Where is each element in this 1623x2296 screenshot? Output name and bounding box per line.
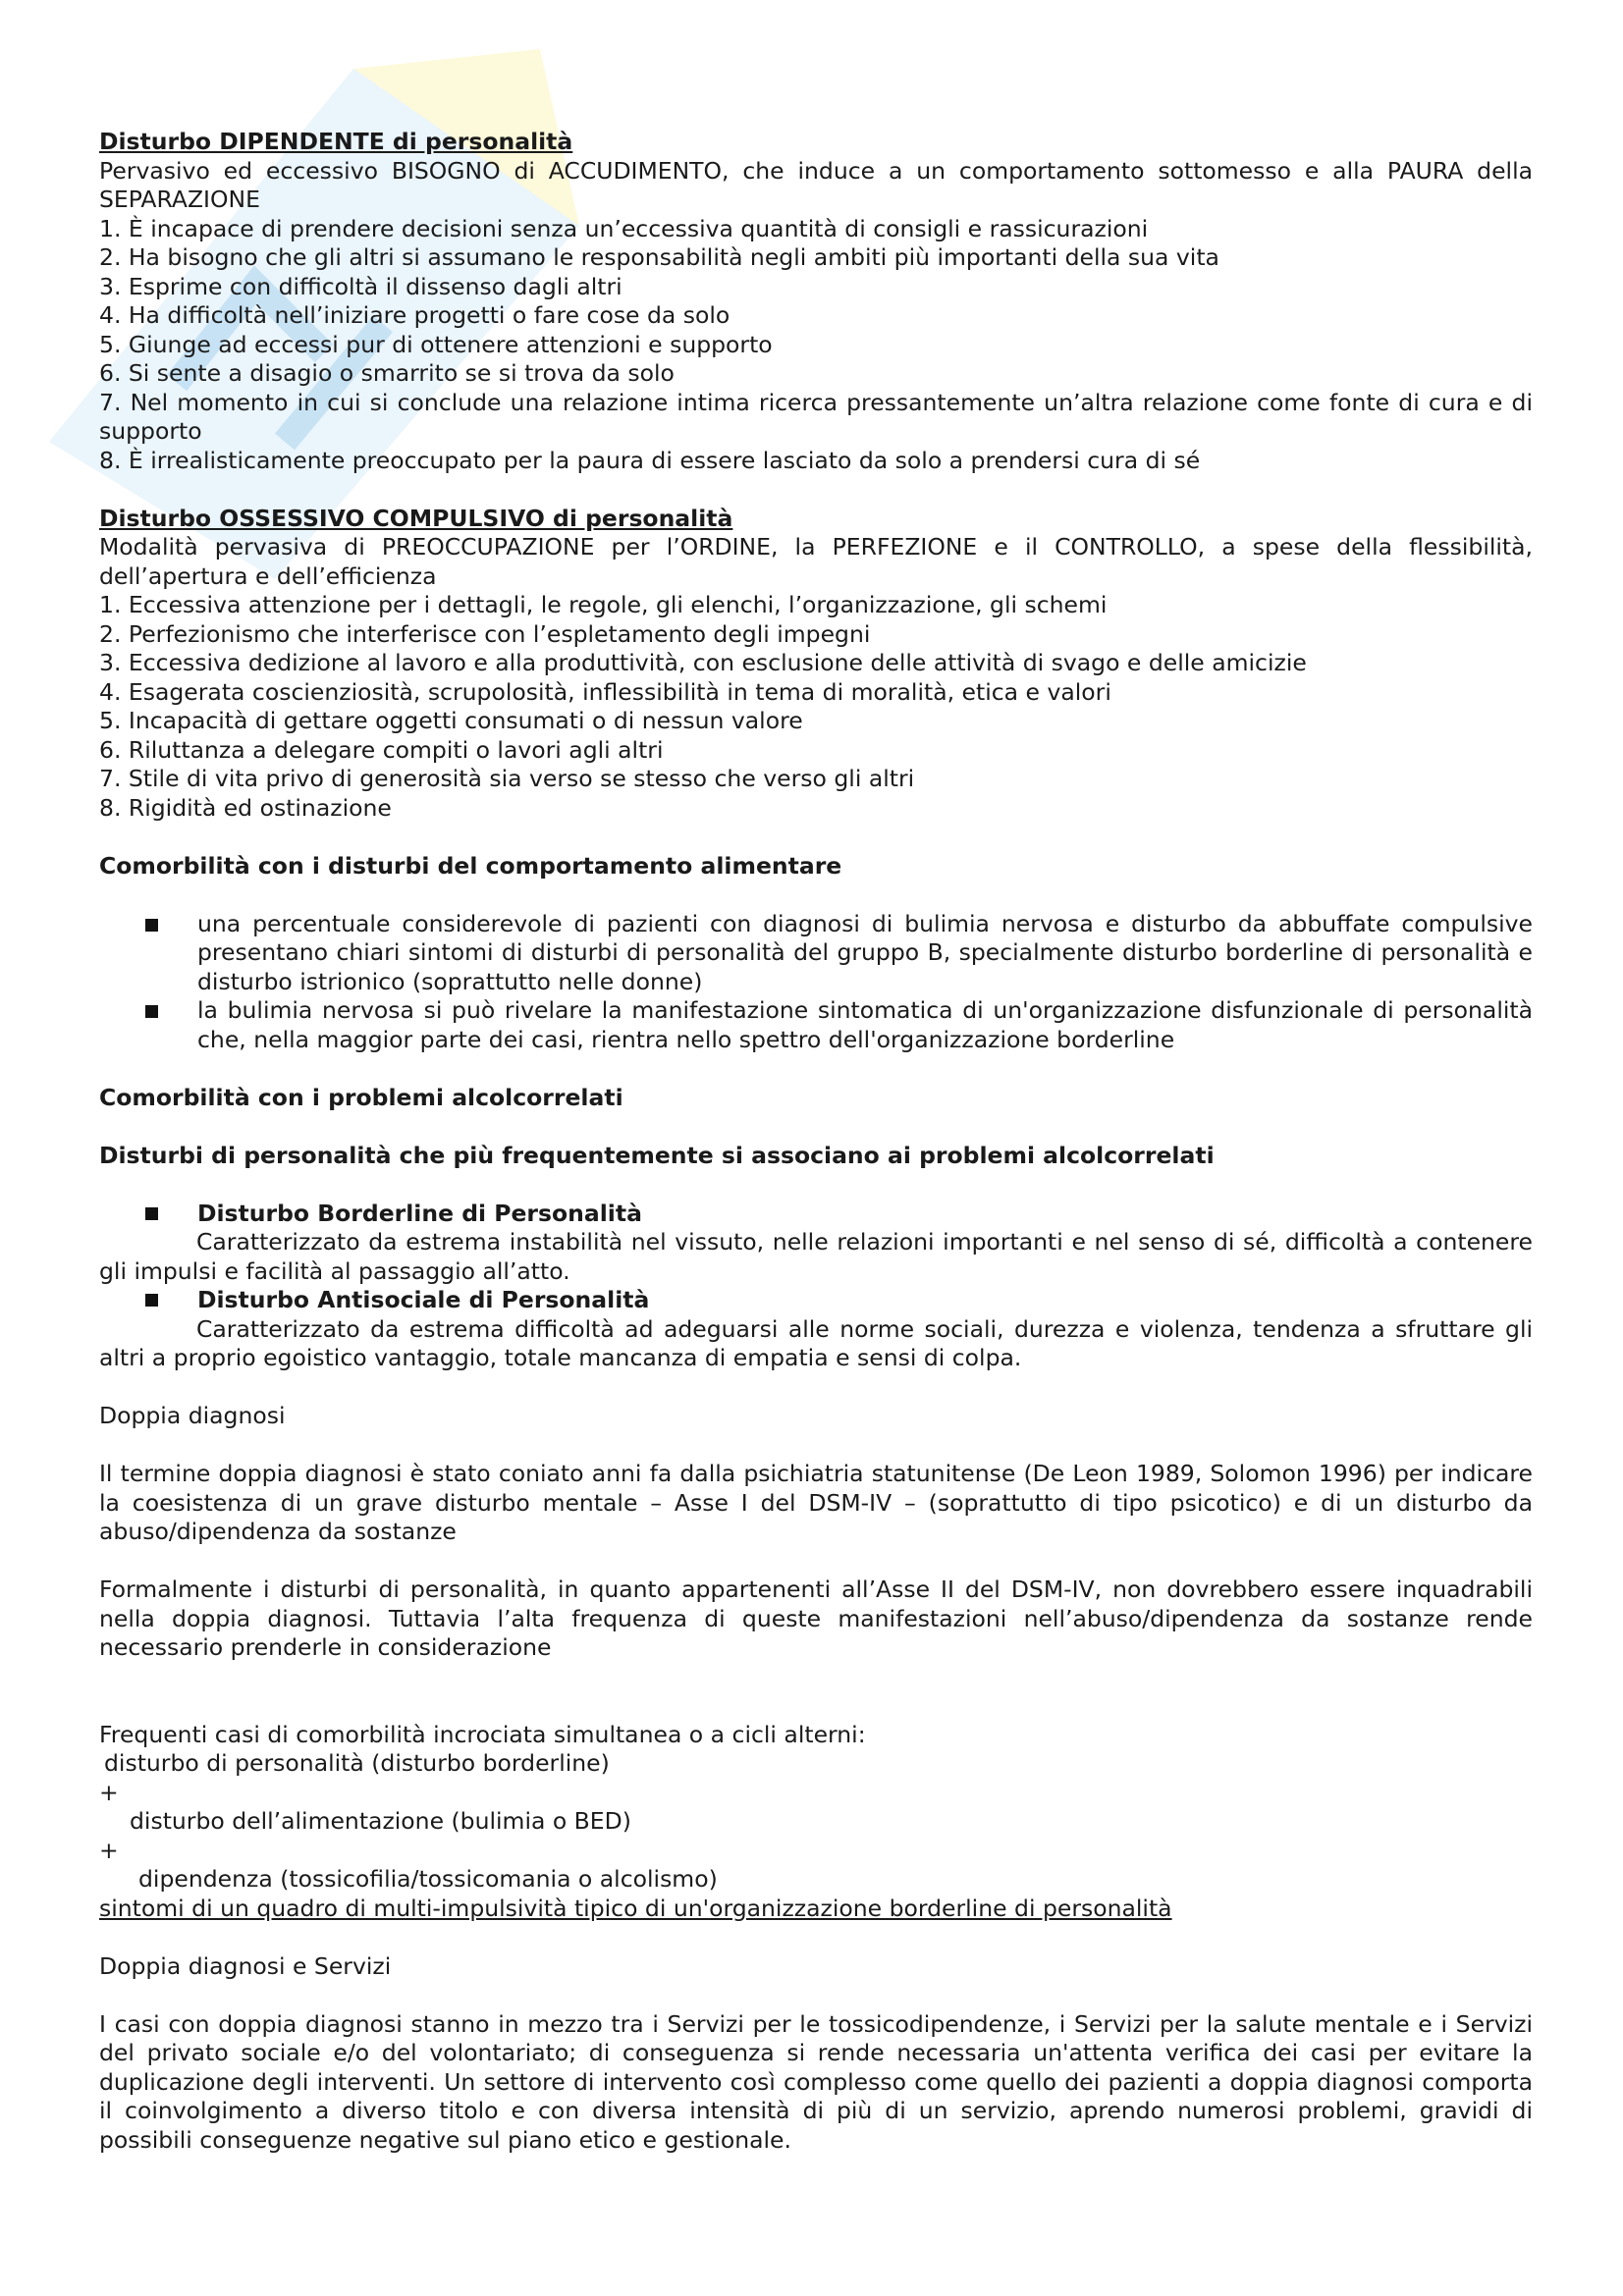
- paragraph: Il termine doppia diagnosi è stato coniato anni fa dalla psichiatria statunitense (De Leon 1989, Solomon 1996) per indicare la coesistenza di un grave disturbo mentale – Asse I del DSM-IV – (soprattutto di tipo psicotico) e di un disturbo da abuso/dipendenza da sostanze: [99, 1460, 1533, 1545]
- comorbidity-item: disturbo dell’alimentazione (bulimia o BED): [130, 1807, 631, 1835]
- list-item: 8. Rigidità ed ostinazione: [99, 793, 392, 822]
- bullet-square-icon: [145, 1005, 158, 1018]
- list-item: 1. Eccessiva attenzione per i dettagli, le regole, gli elenchi, l’organizzazione, gli schemi: [99, 591, 1108, 618]
- disorder-heading: [145, 1286, 1533, 1315]
- list-item: 3. Eccessiva dedizione al lavoro e alla produttività, con esclusione delle attività di svago e delle amicizie: [99, 649, 1307, 676]
- paragraph: I casi con doppia diagnosi stanno in mezzo tra i Servizi per le tossicodipendenze, i Servizi per la salute mentale e i Servizi del privato sociale e/o del volontariato; di conseguenza si rende necessaria un'attenta verifica dei casi per evitare la duplicazione degli interventi. Un settore di intervento così complesso come quello dei pazienti a doppia diagnosi comporta il coinvolgimento a diverso titolo e con diversa intensità di più di un servizio, aprendo numerosi problemi, gravidi di possibili conseguenze negative sul piano etico e gestionale.: [99, 2009, 1533, 2154]
- section-intro: Pervasivo ed eccessivo BISOGNO di ACCUDIMENTO, che induce a un comportamento sottomesso e alla PAURA della SEPARAZIONE: [99, 156, 1533, 213]
- conclusion-line: sintomi di un quadro di multi-impulsività tipico di un'organizzazione borderline di personalità: [99, 1894, 1172, 1922]
- section-doppia-diagnosi: [99, 1402, 1533, 1923]
- section-doppia-diagnosi-servizi: [99, 1952, 1533, 2156]
- plus-sign: +: [99, 1836, 119, 1864]
- bullet-text: una percentuale considerevole di pazienti con diagnosi di bulimia nervosa e disturbo da abbuffate compulsive presentano chiari sintomi di disturbi di personalità del gruppo B, specialmente disturbo borderline di personalità e disturbo istrionico (soprattutto nelle donne): [197, 909, 1533, 995]
- list-item: 2. Perfezionismo che interferisce con l’espletamento degli impegni: [99, 619, 871, 648]
- document-body: [99, 128, 1533, 2155]
- list-item: 7. Stile di vita privo di generosità sia verso se stesso che verso gli altri: [99, 765, 915, 792]
- bullet-item: [145, 910, 1533, 997]
- section-title: Doppia diagnosi: [99, 1402, 286, 1429]
- bullet-item: [145, 996, 1533, 1054]
- disorder-heading: [145, 1200, 1533, 1229]
- bullet-text: la bulimia nervosa si può rivelare la manifestazione sintomatica di un'organizzazione disfunzionale di personalità che, nella maggior parte dei casi, rientra nello spettro dell'organizzazione borderline: [197, 996, 1533, 1053]
- section-title: Disturbo DIPENDENTE di personalità: [99, 128, 573, 155]
- list-item: 1. È incapace di prendere decisioni senza un’eccessiva quantità di consigli e rassicurazioni: [99, 214, 1149, 242]
- disorder-name: Disturbo Borderline di Personalità: [197, 1199, 642, 1227]
- list-item: 3. Esprime con difficoltà il dissenso dagli altri: [99, 272, 622, 300]
- section-comorbilita-alcol: [99, 1084, 1533, 1373]
- section-title: Disturbo OSSESSIVO COMPULSIVO di personalità: [99, 504, 733, 532]
- plus-sign: +: [99, 1778, 119, 1806]
- section-subtitle: Disturbi di personalità che più frequentemente si associano ai problemi alcolcorrelati: [99, 1141, 1215, 1169]
- section-title: Comorbilità con i problemi alcolcorrelati: [99, 1083, 623, 1111]
- bullet-square-icon: [145, 1207, 158, 1220]
- section-dipendente: [99, 128, 1533, 475]
- list-item: 5. Giunge ad eccessi pur di ottenere attenzioni e supporto: [99, 330, 773, 358]
- section-title: Doppia diagnosi e Servizi: [99, 1951, 392, 1980]
- bullet-square-icon: [145, 1294, 158, 1307]
- list-item: 4. Esagerata coscienziosità, scrupolosità, inflessibilità in tema di moralità, etica e valori: [99, 677, 1111, 706]
- comorbidity-item: disturbo di personalità (disturbo borderline): [104, 1749, 610, 1777]
- list-item: 4. Ha difficoltà nell’iniziare progetti o fare cose da solo: [99, 301, 730, 329]
- comorbidity-item: dipendenza (tossicofilia/tossicomania o alcolismo): [138, 1865, 718, 1893]
- list-item: 7. Nel momento in cui si conclude una relazione intima ricerca pressantemente un’altra relazione come fonte di cura e di supporto: [99, 388, 1533, 445]
- paragraph: Frequenti casi di comorbilità incrociata simultanea o a cicli alterni:: [99, 1720, 866, 1748]
- list-item: 6. Si sente a disagio o smarrito se si trova da solo: [99, 359, 675, 387]
- list-item: 2. Ha bisogno che gli altri si assumano le responsabilità negli ambiti più importanti della sua vita: [99, 243, 1219, 271]
- disorder-name: Disturbo Antisociale di Personalità: [197, 1286, 650, 1313]
- section-intro: Modalità pervasiva di PREOCCUPAZIONE per l’ORDINE, la PERFEZIONE e il CONTROLLO, a spese della flessibilità, dell’apertura e dell’efficienza: [99, 533, 1533, 590]
- list-item: 5. Incapacità di gettare oggetti consumati o di nessun valore: [99, 707, 803, 734]
- section-ossessivo: [99, 505, 1533, 824]
- list-item: 8. È irrealisticamente preoccupato per la paura di essere lasciato da solo a prendersi cura di sé: [99, 446, 1201, 474]
- disorder-description: Caratterizzato da estrema instabilità nel vissuto, nelle relazioni importanti e nel senso di sé, difficoltà a contenere gli impulsi e facilità al passaggio all’atto.: [99, 1228, 1533, 1285]
- section-comorbilita-alimentare: [99, 852, 1533, 1055]
- disorder-description: Caratterizzato da estrema difficoltà ad adeguarsi alle norme sociali, durezza e violenza, tendenza a sfruttare gli altri a proprio egoistico vantaggio, totale mancanza di empatia e sensi di colpa.: [99, 1314, 1533, 1371]
- bullet-square-icon: [145, 919, 158, 932]
- list-item: 6. Riluttanza a delegare compiti o lavori agli altri: [99, 735, 664, 764]
- section-title: Comorbilità con i disturbi del comportamento alimentare: [99, 851, 842, 880]
- paragraph: Formalmente i disturbi di personalità, in quanto appartenenti all’Asse II del DSM-IV, non dovrebbero essere inquadrabili nella doppia diagnosi. Tuttavia l’alta frequenza di queste manifestazioni nell’abuso/dipendenza da sostanze rende necessario prenderle in considerazione: [99, 1575, 1533, 1661]
